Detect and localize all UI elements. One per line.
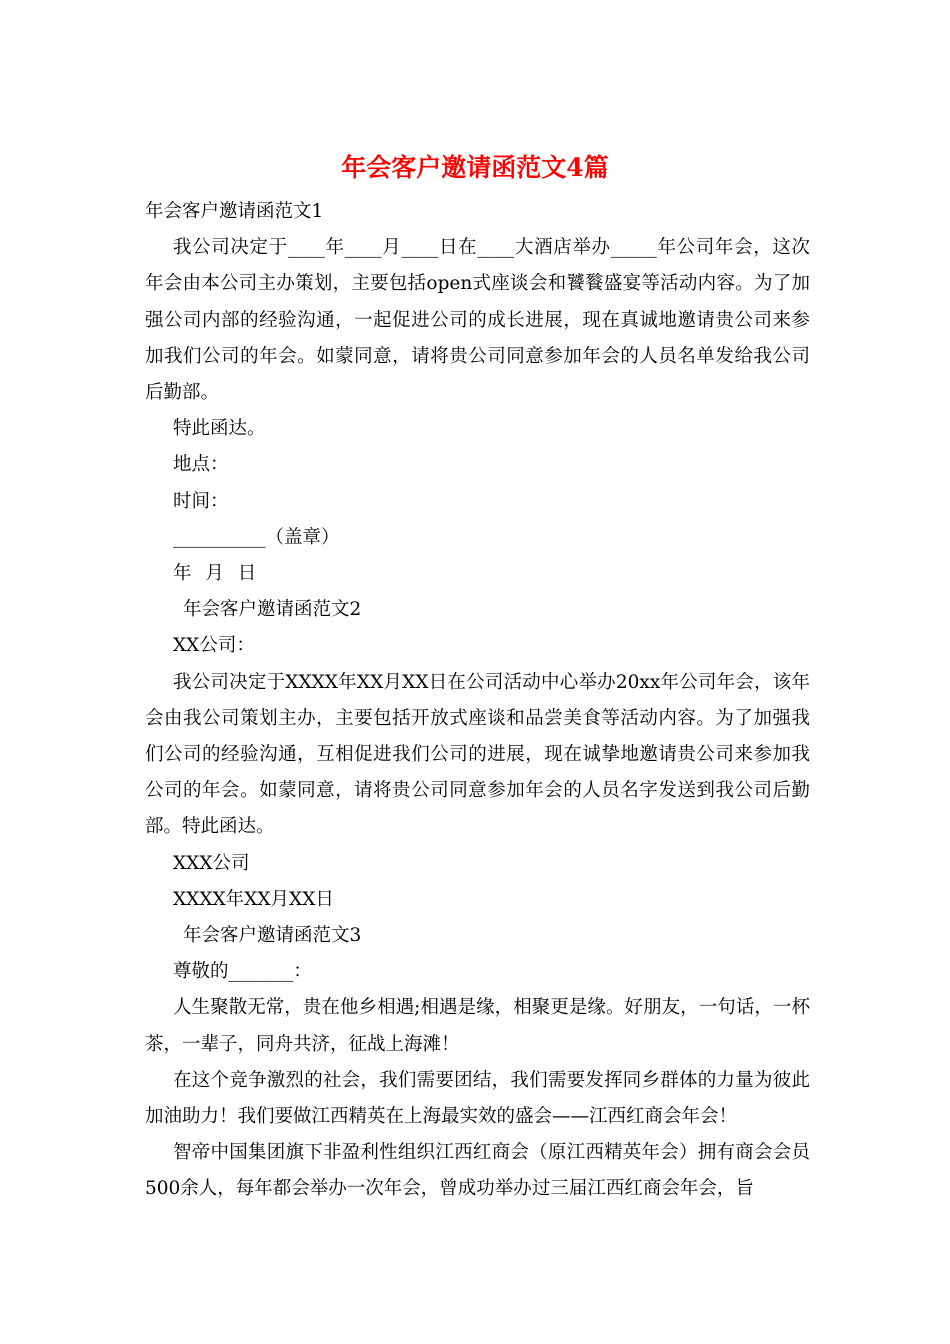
paragraph: 在这个竞争激烈的社会，我们需要团结，我们需要发挥同乡群体的力量为彼此加油助力！我们要做江西精英在上海最实效的盛会——江西红商会年会！ — [145, 1069, 810, 1128]
salutation: XX公司： — [173, 635, 255, 657]
paragraph: 我公司决定于____年____月____日在____大酒店举办_____年公司年会，这次年会由本公司主办策划，主要包括open式座谈会和饕餮盛宴等活动内容。为了加强公司内部的经验沟通，一起促进公司的成长进展，现在真诚地邀请贵公司来参加我们公司的年会。如蒙同意，请将贵公司同意参加年会的人员名单发给我公司后勤部。 — [145, 237, 810, 404]
paragraph: 人生聚散无常，贵在他乡相遇;相遇是缘，相聚更是缘。好朋友，一句话，一杯茶，一辈子，同舟共济，征战上海滩！ — [145, 997, 810, 1055]
paragraph: 我公司决定于XXXX年XX月XX日在公司活动中心举办20xx年公司年会，该年会由我公司策划主办，主要包括开放式座谈和品尝美食等活动内容。为了加强我们公司的经验沟通，互相促进我们公司的进展，现在诚挚地邀请贵公司来参加我公司的年会。如蒙同意，请将贵公司同意参加年会的人员名字发送到我公司后勤部。特此函达。 — [145, 671, 810, 838]
document-body — [145, 194, 810, 1208]
date-line: 年 月 日 — [173, 563, 257, 585]
location-line: 地点： — [173, 454, 229, 476]
seal-line: __________（盖章） — [173, 526, 340, 548]
signature-date: XXXX年XX月XX日 — [173, 888, 334, 910]
document-title: 年会客户邀请函范文4篇 — [341, 153, 609, 182]
paragraph: 智帝中国集团旗下非盈利性组织江西红商会（原江西精英年会）拥有商会会员500余人，每年都会举办一次年会，曾成功举办过三届江西红商会年会，旨 — [145, 1142, 810, 1200]
section-heading-2: 年会客户邀请函范文2 — [183, 599, 362, 621]
closing-line: 特此函达。 — [173, 418, 266, 440]
salutation: 尊敬的_______： — [173, 961, 312, 983]
section-heading-1: 年会客户邀请函范文1 — [145, 201, 324, 222]
signature-company: XXX公司 — [173, 852, 250, 874]
section-heading-3: 年会客户邀请函范文3 — [183, 925, 362, 947]
time-line: 时间： — [173, 490, 229, 512]
